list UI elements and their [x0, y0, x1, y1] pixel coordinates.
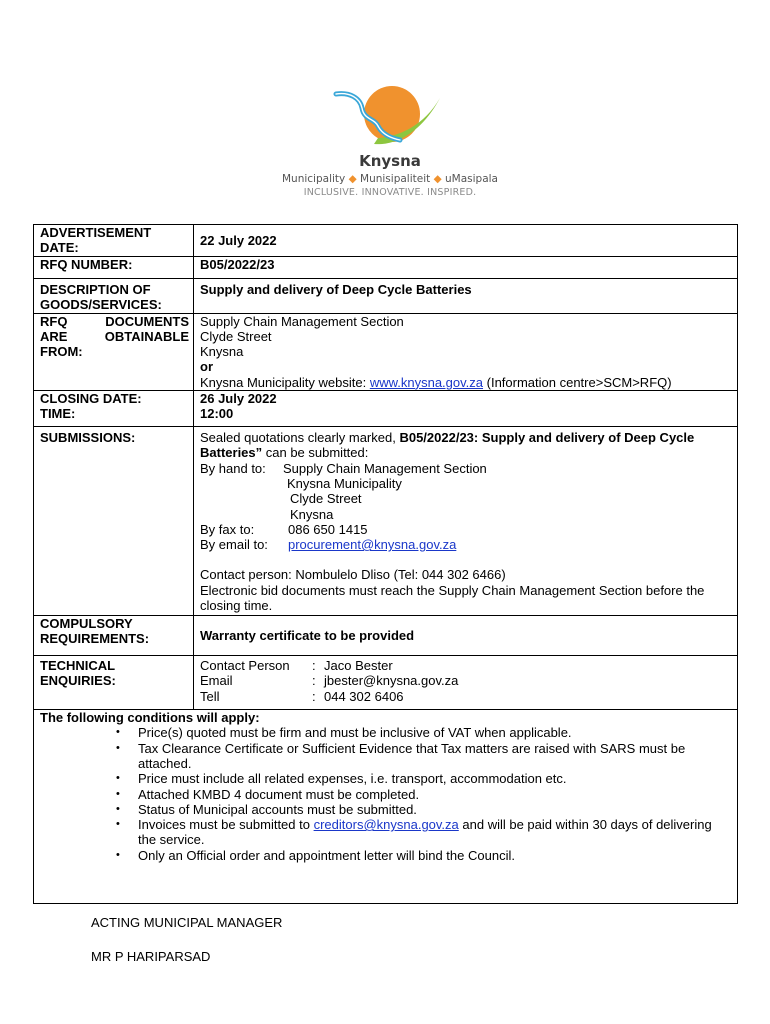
- technical-label-2: ENQUIRIES:: [40, 673, 116, 689]
- logo-subtitle: [270, 173, 510, 185]
- obtainable-label-3: FROM:: [40, 344, 83, 360]
- description-label-2: GOODS/SERVICES:: [40, 296, 162, 312]
- closing-label-1: CLOSING DATE:: [40, 391, 142, 407]
- technical-key-1: Contact Person: [200, 658, 290, 674]
- logo-sub-2: Munisipaliteit: [360, 173, 431, 185]
- list-item: [138, 817, 733, 848]
- invoice-suffix: and will be paid within 30 days of delivering the service.: [138, 817, 712, 848]
- technical-value: [194, 656, 738, 710]
- signatory-name: MR P HARIPARSAD: [91, 949, 211, 964]
- technical-key-2: Email: [200, 673, 233, 689]
- compulsory-value: Warranty certificate to be provided: [194, 616, 738, 656]
- list-item: • Status of Municipal accounts must be submitted.: [138, 802, 733, 817]
- compulsory-label: [34, 616, 194, 656]
- advert-label: [34, 225, 194, 257]
- obtainable-line-3: Knysna: [200, 344, 244, 360]
- technical-key-3: Tell: [200, 688, 220, 704]
- by-fax-label: By fax to:: [200, 521, 255, 537]
- logo-tagline: INCLUSIVE. INNOVATIVE. INSPIRED.: [303, 187, 477, 198]
- advert-label-2: DATE:: [40, 240, 79, 256]
- electronic-bid-note: Electronic bid documents must reach the Supply Chain Management Section before the closing time.: [200, 582, 705, 614]
- description-row: [34, 278, 738, 313]
- rfq-number-value: B05/2022/23: [194, 256, 738, 278]
- description-value: Supply and delivery of Deep Cycle Batteries: [194, 278, 738, 313]
- technical-sep-2: :: [312, 673, 316, 689]
- spacer: [200, 552, 733, 567]
- submissions-value: [194, 427, 738, 616]
- obtainable-line-1: Supply Chain Management Section: [200, 313, 404, 329]
- by-hand: [200, 461, 733, 476]
- closing-label: [34, 391, 194, 427]
- description-label: [34, 278, 194, 313]
- technical-sep-3: :: [312, 688, 316, 704]
- submissions-intro: [200, 430, 733, 461]
- conditions-heading: The following conditions will apply:: [40, 710, 260, 726]
- procurement-email-link[interactable]: procurement@knysna.gov.za: [288, 537, 457, 553]
- obtainable-label: [34, 313, 194, 390]
- logo-brand: Knysna: [359, 152, 421, 170]
- website-suffix: (Information centre>SCM>RFQ): [483, 374, 672, 390]
- advert-date: 22 July 2022: [194, 225, 738, 257]
- technical-row: [34, 656, 738, 710]
- closing-date: 26 July 2022: [200, 391, 277, 407]
- by-fax-value: 086 650 1415: [288, 521, 368, 537]
- rfq-number-label: RFQ NUMBER:: [34, 256, 194, 278]
- list-item: • Price must include all related expenses, i.e. transport, accommodation etc.: [138, 771, 733, 786]
- list-item: • Only an Official order and appointment letter will bind the Council.: [138, 848, 733, 863]
- obtainable-website: [200, 375, 733, 390]
- rfq-table: [33, 224, 738, 904]
- conditions-list: [40, 725, 733, 863]
- submissions-intro-end: can be submitted:: [262, 445, 369, 461]
- knysna-logo-icon: [330, 78, 450, 150]
- obtainable-label-2: ARE OBTAINABLE: [40, 328, 189, 344]
- rfq-number-row: [34, 256, 738, 278]
- obtainable-row: [34, 313, 738, 390]
- closing-time: 12:00: [200, 406, 234, 422]
- closing-value: [194, 391, 738, 427]
- signatory-title: ACTING MUNICIPAL MANAGER: [91, 915, 283, 930]
- by-hand-label: By hand to:: [200, 460, 266, 476]
- advert-label-1: ADVERTISEMENT: [40, 225, 152, 240]
- logo-sub-3: uMasipala: [445, 173, 498, 185]
- submissions-intro-bold: B05/2022/23: Supply and delivery of Deep Cycle Batteries”: [200, 430, 695, 461]
- description-label-1: DESCRIPTION OF: [40, 281, 151, 297]
- by-fax: [200, 522, 733, 537]
- technical-contact: [200, 658, 733, 673]
- by-email: [200, 537, 733, 552]
- technical-value-1: Jaco Bester: [324, 658, 393, 674]
- contact-person: Contact person: Nombulelo Dliso (Tel: 044 302 6466): [200, 567, 506, 583]
- technical-label: [34, 656, 194, 710]
- technical-email: [200, 673, 733, 688]
- list-item: • Attached KMBD 4 document must be completed.: [138, 787, 733, 802]
- closing-row: [34, 391, 738, 427]
- knysna-logo: [270, 78, 510, 203]
- website-link[interactable]: www.knysna.gov.za: [369, 374, 484, 390]
- conditions-row: [34, 710, 738, 904]
- diamond-icon: ◆: [348, 173, 357, 185]
- website-prefix: Knysna Municipality website:: [200, 374, 370, 390]
- submissions-label: SUBMISSIONS:: [34, 427, 194, 616]
- by-hand-line-2: Knysna Municipality: [287, 475, 402, 491]
- technical-value-2: jbester@knysna.gov.za: [324, 673, 459, 689]
- submissions-row: [34, 427, 738, 616]
- by-email-label: By email to:: [200, 537, 268, 553]
- compulsory-label-1: COMPULSORY: [40, 616, 133, 632]
- conditions-cell: [34, 710, 738, 904]
- closing-label-2: TIME:: [40, 406, 76, 422]
- list-item: • Price(s) quoted must be firm and must be inclusive of VAT when applicable.: [138, 725, 733, 740]
- invoice-prefix: Invoices must be submitted to: [138, 817, 314, 833]
- obtainable-line-2: Clyde Street: [200, 328, 272, 344]
- list-item: • Tax Clearance Certificate or Sufficient Evidence that Tax matters are raised with SARS must be attached.: [138, 741, 733, 772]
- by-hand-line-1: Supply Chain Management Section: [283, 460, 487, 476]
- compulsory-label-2: REQUIREMENTS:: [40, 631, 150, 647]
- diamond-icon: ◆: [433, 173, 442, 185]
- obtainable-value: [194, 313, 738, 390]
- by-hand-line-4: Knysna: [290, 506, 334, 522]
- obtainable-or: or: [200, 359, 213, 375]
- by-hand-line-3: Clyde Street: [290, 491, 362, 507]
- creditors-email-link[interactable]: creditors@knysna.gov.za: [313, 817, 459, 833]
- technical-label-1: TECHNICAL: [40, 658, 116, 674]
- logo-sub-1: Municipality: [282, 173, 346, 185]
- technical-sep-1: :: [312, 658, 316, 674]
- obtainable-label-1: RFQ DOCUMENTS: [40, 313, 189, 329]
- compulsory-row: [34, 616, 738, 656]
- advert-row: [34, 225, 738, 257]
- technical-tell: [200, 689, 733, 704]
- submissions-intro-text: Sealed quotations clearly marked,: [200, 430, 400, 446]
- technical-value-3: 044 302 6406: [324, 688, 404, 704]
